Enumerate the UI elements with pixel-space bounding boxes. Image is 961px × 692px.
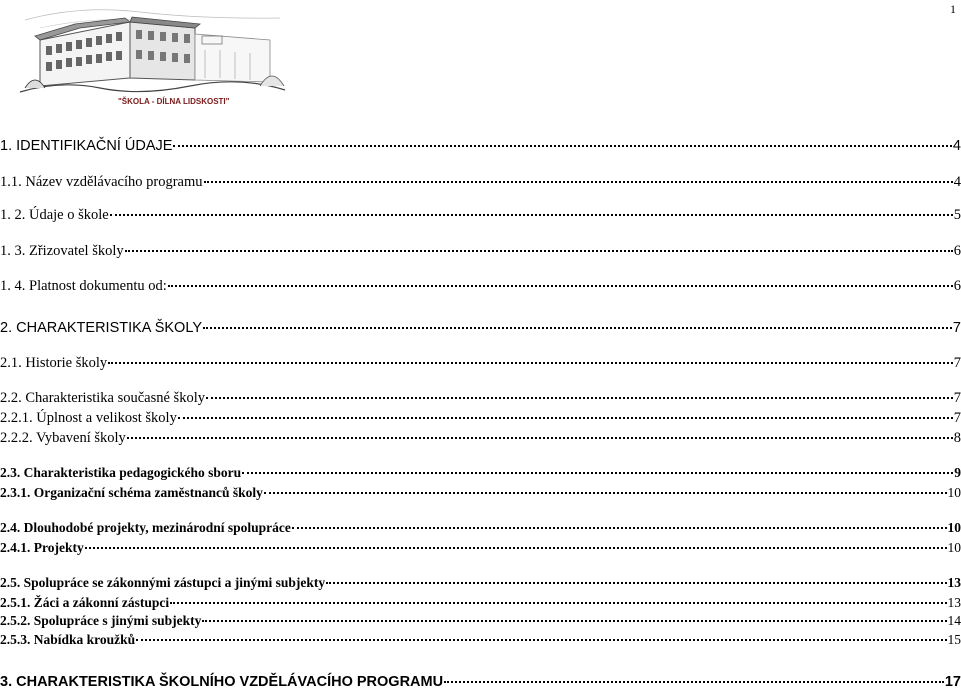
toc-entry-page: 10 bbox=[947, 540, 961, 555]
toc-leader-dots bbox=[108, 362, 953, 364]
toc-entry-page: 5 bbox=[953, 207, 961, 223]
toc-entry-label: 2.5. Spolupráce se zákonnými zástupci a jinými subjekty bbox=[0, 575, 326, 590]
toc-leader-dots bbox=[292, 527, 947, 529]
toc-entry[interactable] bbox=[0, 595, 961, 611]
toc-leader-dots bbox=[326, 582, 946, 584]
toc-entry-label: 2.4.1. Projekty bbox=[0, 540, 84, 555]
toc-entry-page: 4 bbox=[952, 138, 961, 154]
toc-entry-page: 9 bbox=[954, 465, 961, 480]
toc-leader-dots bbox=[110, 214, 953, 216]
toc-entry[interactable] bbox=[0, 485, 961, 501]
toc-entry[interactable] bbox=[0, 613, 961, 629]
toc-leader-dots bbox=[178, 417, 953, 419]
toc-leader-dots bbox=[444, 681, 944, 683]
toc-entry[interactable] bbox=[0, 540, 961, 556]
toc-entry-label: 2.5.1. Žáci a zákonní zástupci bbox=[0, 595, 170, 610]
toc-entry[interactable] bbox=[0, 632, 961, 648]
toc-entry[interactable] bbox=[0, 390, 961, 407]
toc-leader-dots bbox=[85, 547, 947, 549]
toc-entry-page: 7 bbox=[952, 320, 961, 336]
toc-entry[interactable] bbox=[0, 278, 961, 295]
toc-entry-page: 7 bbox=[953, 410, 961, 426]
toc-entry[interactable] bbox=[0, 465, 961, 481]
toc-leader-dots bbox=[202, 620, 946, 622]
toc-entry-label: 1. 3. Zřizovatel školy bbox=[0, 243, 124, 259]
toc-entry-label: 2. CHARAKTERISTIKA ŠKOLY bbox=[0, 320, 202, 336]
toc-entry-page: 7 bbox=[953, 390, 961, 406]
toc-entry-page: 15 bbox=[947, 632, 961, 647]
toc-entry[interactable] bbox=[0, 575, 961, 591]
toc-entry-page: 13 bbox=[947, 595, 961, 610]
toc-entry-label: 1. 4. Platnost dokumentu od: bbox=[0, 278, 167, 294]
toc-entry-label: 1.1. Název vzdělávacího programu bbox=[0, 174, 203, 190]
toc-entry-page: 13 bbox=[947, 575, 961, 590]
toc-leader-dots bbox=[242, 472, 953, 474]
toc-entry[interactable] bbox=[0, 207, 961, 224]
toc-entry-page: 6 bbox=[953, 278, 961, 294]
toc-leader-dots bbox=[127, 437, 953, 439]
toc-entry-label: 1. 2. Údaje o škole bbox=[0, 207, 109, 223]
toc-entry-label: 2.5.3. Nabídka kroužků bbox=[0, 632, 136, 647]
toc-entry-page: 10 bbox=[947, 485, 961, 500]
toc-entry[interactable] bbox=[0, 430, 961, 447]
toc-entry-page: 4 bbox=[953, 174, 961, 190]
toc-entry-page: 8 bbox=[953, 430, 961, 446]
toc-leader-dots bbox=[173, 145, 952, 147]
toc-entry-page: 17 bbox=[944, 674, 961, 690]
toc-leader-dots bbox=[204, 181, 953, 183]
toc-entry-label: 3. CHARAKTERISTIKA ŠKOLNÍHO VZDĚLÁVACÍHO PROGRAMU bbox=[0, 674, 444, 690]
toc-leader-dots bbox=[136, 639, 946, 641]
toc-entry-label: 2.2.1. Úplnost a velikost školy bbox=[0, 410, 177, 426]
toc-leader-dots bbox=[168, 285, 953, 287]
toc-leader-dots bbox=[125, 250, 953, 252]
toc-entry-label: 2.3. Charakteristika pedagogického sboru bbox=[0, 465, 242, 480]
toc-entry-page: 7 bbox=[953, 355, 961, 371]
toc-entry-label: 2.3.1. Organizační schéma zaměstnanců školy bbox=[0, 485, 263, 500]
toc-entry[interactable] bbox=[0, 355, 961, 372]
toc-entry[interactable] bbox=[0, 174, 961, 191]
toc-leader-dots bbox=[203, 327, 952, 329]
toc-entry-label: 2.1. Historie školy bbox=[0, 355, 108, 371]
toc-entry-label: 2.2. Charakteristika současné školy bbox=[0, 390, 205, 406]
toc-entry[interactable] bbox=[0, 674, 961, 690]
logo-caption: "ŠKOLA - DÍLNA LIDSKOSTI" bbox=[118, 97, 230, 106]
page-number: 1 bbox=[950, 2, 956, 16]
toc-entry-label: 1. IDENTIFIKAČNÍ ÚDAJE bbox=[0, 138, 173, 154]
toc-entry[interactable] bbox=[0, 410, 961, 427]
toc-entry[interactable] bbox=[0, 520, 961, 536]
toc-entry-page: 14 bbox=[947, 613, 961, 628]
toc-entry-label: 2.2.2. Vybavení školy bbox=[0, 430, 126, 446]
toc-leader-dots bbox=[264, 492, 947, 494]
toc-entry[interactable] bbox=[0, 320, 961, 336]
toc-entry-label: 2.5.2. Spolupráce s jinými subjekty bbox=[0, 613, 202, 628]
toc-leader-dots bbox=[170, 602, 946, 604]
toc-entry-page: 10 bbox=[947, 520, 961, 535]
toc-entry-label: 2.4. Dlouhodobé projekty, mezinárodní spolupráce bbox=[0, 520, 291, 535]
toc-leader-dots bbox=[206, 397, 953, 399]
toc-entry[interactable] bbox=[0, 138, 961, 154]
toc-entry-page: 6 bbox=[953, 243, 961, 259]
toc-entry[interactable] bbox=[0, 243, 961, 260]
